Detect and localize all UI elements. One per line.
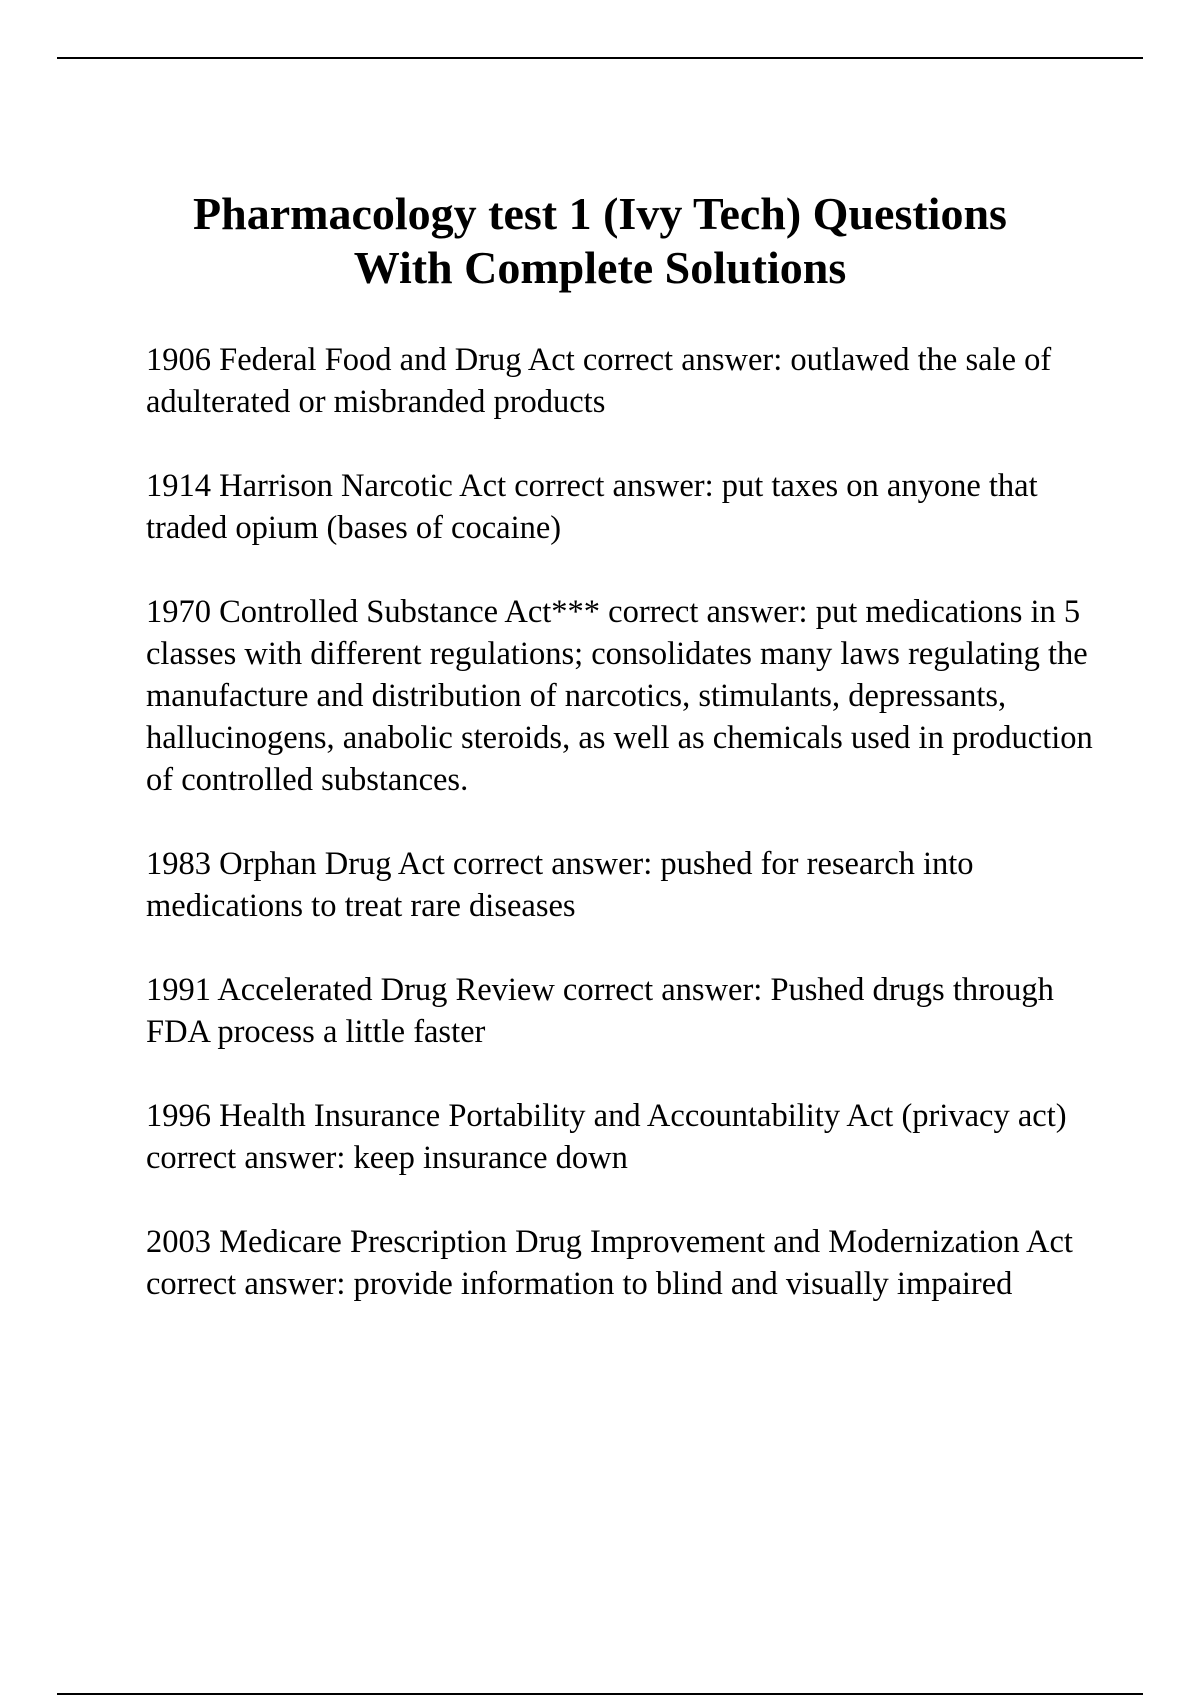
- title-line-1: Pharmacology test 1 (Ivy Tech) Questions: [193, 188, 1007, 239]
- qa-entry: 1996 Health Insurance Portability and Accountability Act (privacy act) correct answer: keep insurance down: [146, 1098, 1067, 1176]
- qa-entry: 2003 Medicare Prescription Drug Improvement and Modernization Act correct answer: provide information to blind and visually impaired: [146, 1224, 1073, 1302]
- qa-entry: 1914 Harrison Narcotic Act correct answer: put taxes on anyone that traded opium (bases of cocaine): [146, 468, 1038, 546]
- title-line-2: With Complete Solutions: [353, 242, 847, 293]
- page-title: [120, 187, 1080, 295]
- qa-entry: 1970 Controlled Substance Act*** correct answer: put medications in 5 classes with different regulations; consolidates many laws regulating the manufacture and distribution of narcotics, stimulants, depressants, hallucinogens, anabolic steroids, as well as chemicals used in production of controlled substances.: [146, 594, 1093, 798]
- bottom-divider: [57, 1693, 1143, 1695]
- qa-entry: 1983 Orphan Drug Act correct answer: pushed for research into medications to treat rare diseases: [146, 846, 974, 924]
- qa-entry: 1991 Accelerated Drug Review correct answer: Pushed drugs through FDA process a little faster: [146, 972, 1054, 1050]
- qa-list: [146, 339, 1096, 1347]
- qa-entry: 1906 Federal Food and Drug Act correct answer: outlawed the sale of adulterated or misbranded products: [146, 342, 1052, 420]
- top-divider: [57, 57, 1143, 59]
